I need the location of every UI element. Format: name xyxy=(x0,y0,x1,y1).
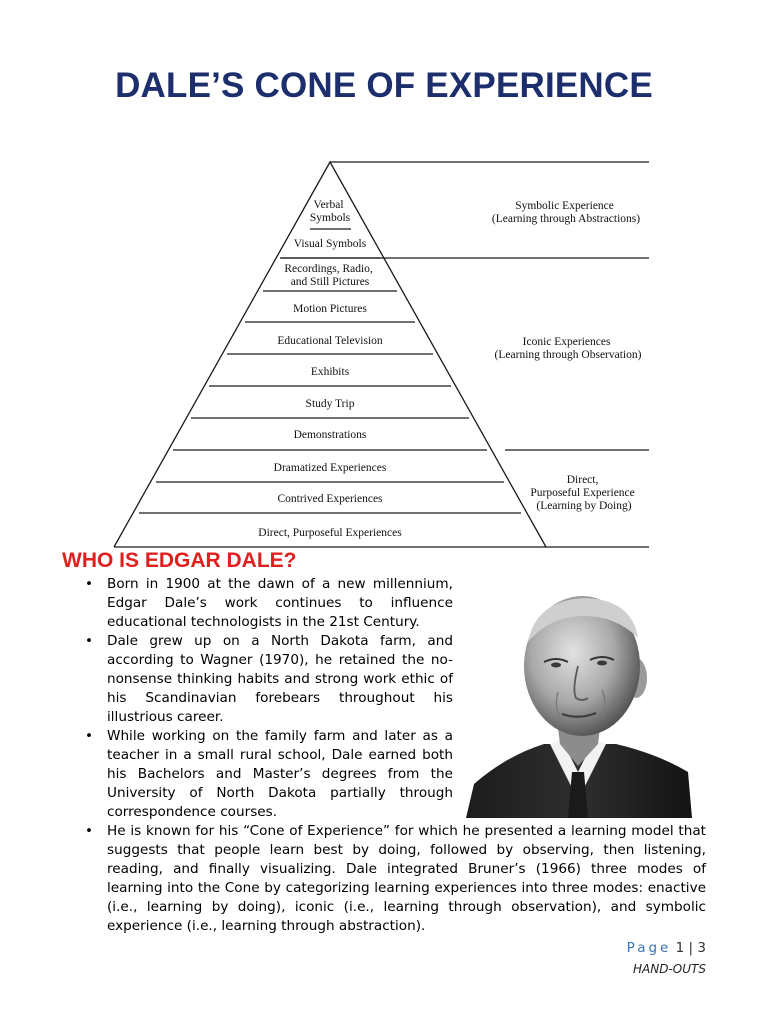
level-exhibits: Exhibits xyxy=(310,366,350,378)
page-current: 1 xyxy=(675,940,685,956)
level-verbal-symbols-line2: Symbols xyxy=(309,212,351,224)
group-direct-line1: Direct, xyxy=(566,474,599,486)
level-recordings-line2: and Still Pictures xyxy=(290,276,370,288)
page-separator: | xyxy=(688,940,694,956)
group-iconic-experiences xyxy=(495,336,642,361)
level-demonstrations: Demonstrations xyxy=(293,429,367,441)
page-total: 3 xyxy=(697,940,706,956)
bullet-item: • Born in 1900 at the dawn of a new millennium, Edgar Dale’s work continues to influence educational technologists in the 21st Century. xyxy=(84,575,453,632)
group-symbolic-experience xyxy=(492,200,640,225)
group-direct-line3: (Learning by Doing) xyxy=(536,500,632,512)
footer-note: HAND-OUTS xyxy=(633,962,706,976)
level-direct-purposeful-experiences: Direct, Purposeful Experiences xyxy=(258,527,402,539)
level-motion-pictures: Motion Pictures xyxy=(293,303,367,315)
portrait-photo xyxy=(466,594,692,818)
level-visual-symbols: Visual Symbols xyxy=(293,238,367,250)
level-educational-television: Educational Television xyxy=(277,335,383,347)
group-direct-line2: Purposeful Experience xyxy=(530,487,635,499)
cone-level-label xyxy=(310,199,351,224)
section-heading: WHO IS EDGAR DALE? xyxy=(62,549,297,572)
level-contrived-experiences: Contrived Experiences xyxy=(277,493,383,505)
group-iconic-line1: Iconic Experiences xyxy=(522,336,611,348)
bullet-item: • Dale grew up on a North Dakota farm, and according to Wagner (1970), he retained the no-nonsense thinking habits and strong work ethic of his Scandinavian forebears throughout his illustrious career. xyxy=(84,632,453,727)
bullet-item: • While working on the family farm and later as a teacher in a small rural school, Dale earned both his Bachelors and Master’s degrees from the University of North Dakota partially through correspondence courses. xyxy=(84,727,453,822)
level-verbal-symbols-line1: Verbal xyxy=(313,199,344,211)
level-study-trip: Study Trip xyxy=(305,398,355,410)
cone-level-label xyxy=(284,263,375,288)
bullet-item: • He is known for his “Cone of Experience” for which he presented a learning model that suggests that people learn best by doing, followed by observing, then listening, reading, and finally visualizing. Dale integrated Bruner’s (1966) three modes of learning into the Cone by categorizing learning experiences into three modes: enactive (i.e., learning by doing), iconic (i.e., learning through observation), and symbolic experience (i.e., learning through abstraction). xyxy=(84,822,706,936)
level-recordings-line1: Recordings, Radio, xyxy=(284,263,373,275)
group-symbolic-line2: (Learning through Abstractions) xyxy=(491,213,641,225)
group-iconic-line2: (Learning through Observation) xyxy=(494,349,642,361)
group-symbolic-line1: Symbolic Experience xyxy=(515,200,614,212)
page-number xyxy=(627,940,706,956)
level-dramatized-experiences: Dramatized Experiences xyxy=(273,462,387,474)
group-direct-experience xyxy=(530,474,637,512)
page-label: Page xyxy=(626,940,672,956)
page-title: DALE’S CONE OF EXPERIENCE xyxy=(115,66,653,105)
